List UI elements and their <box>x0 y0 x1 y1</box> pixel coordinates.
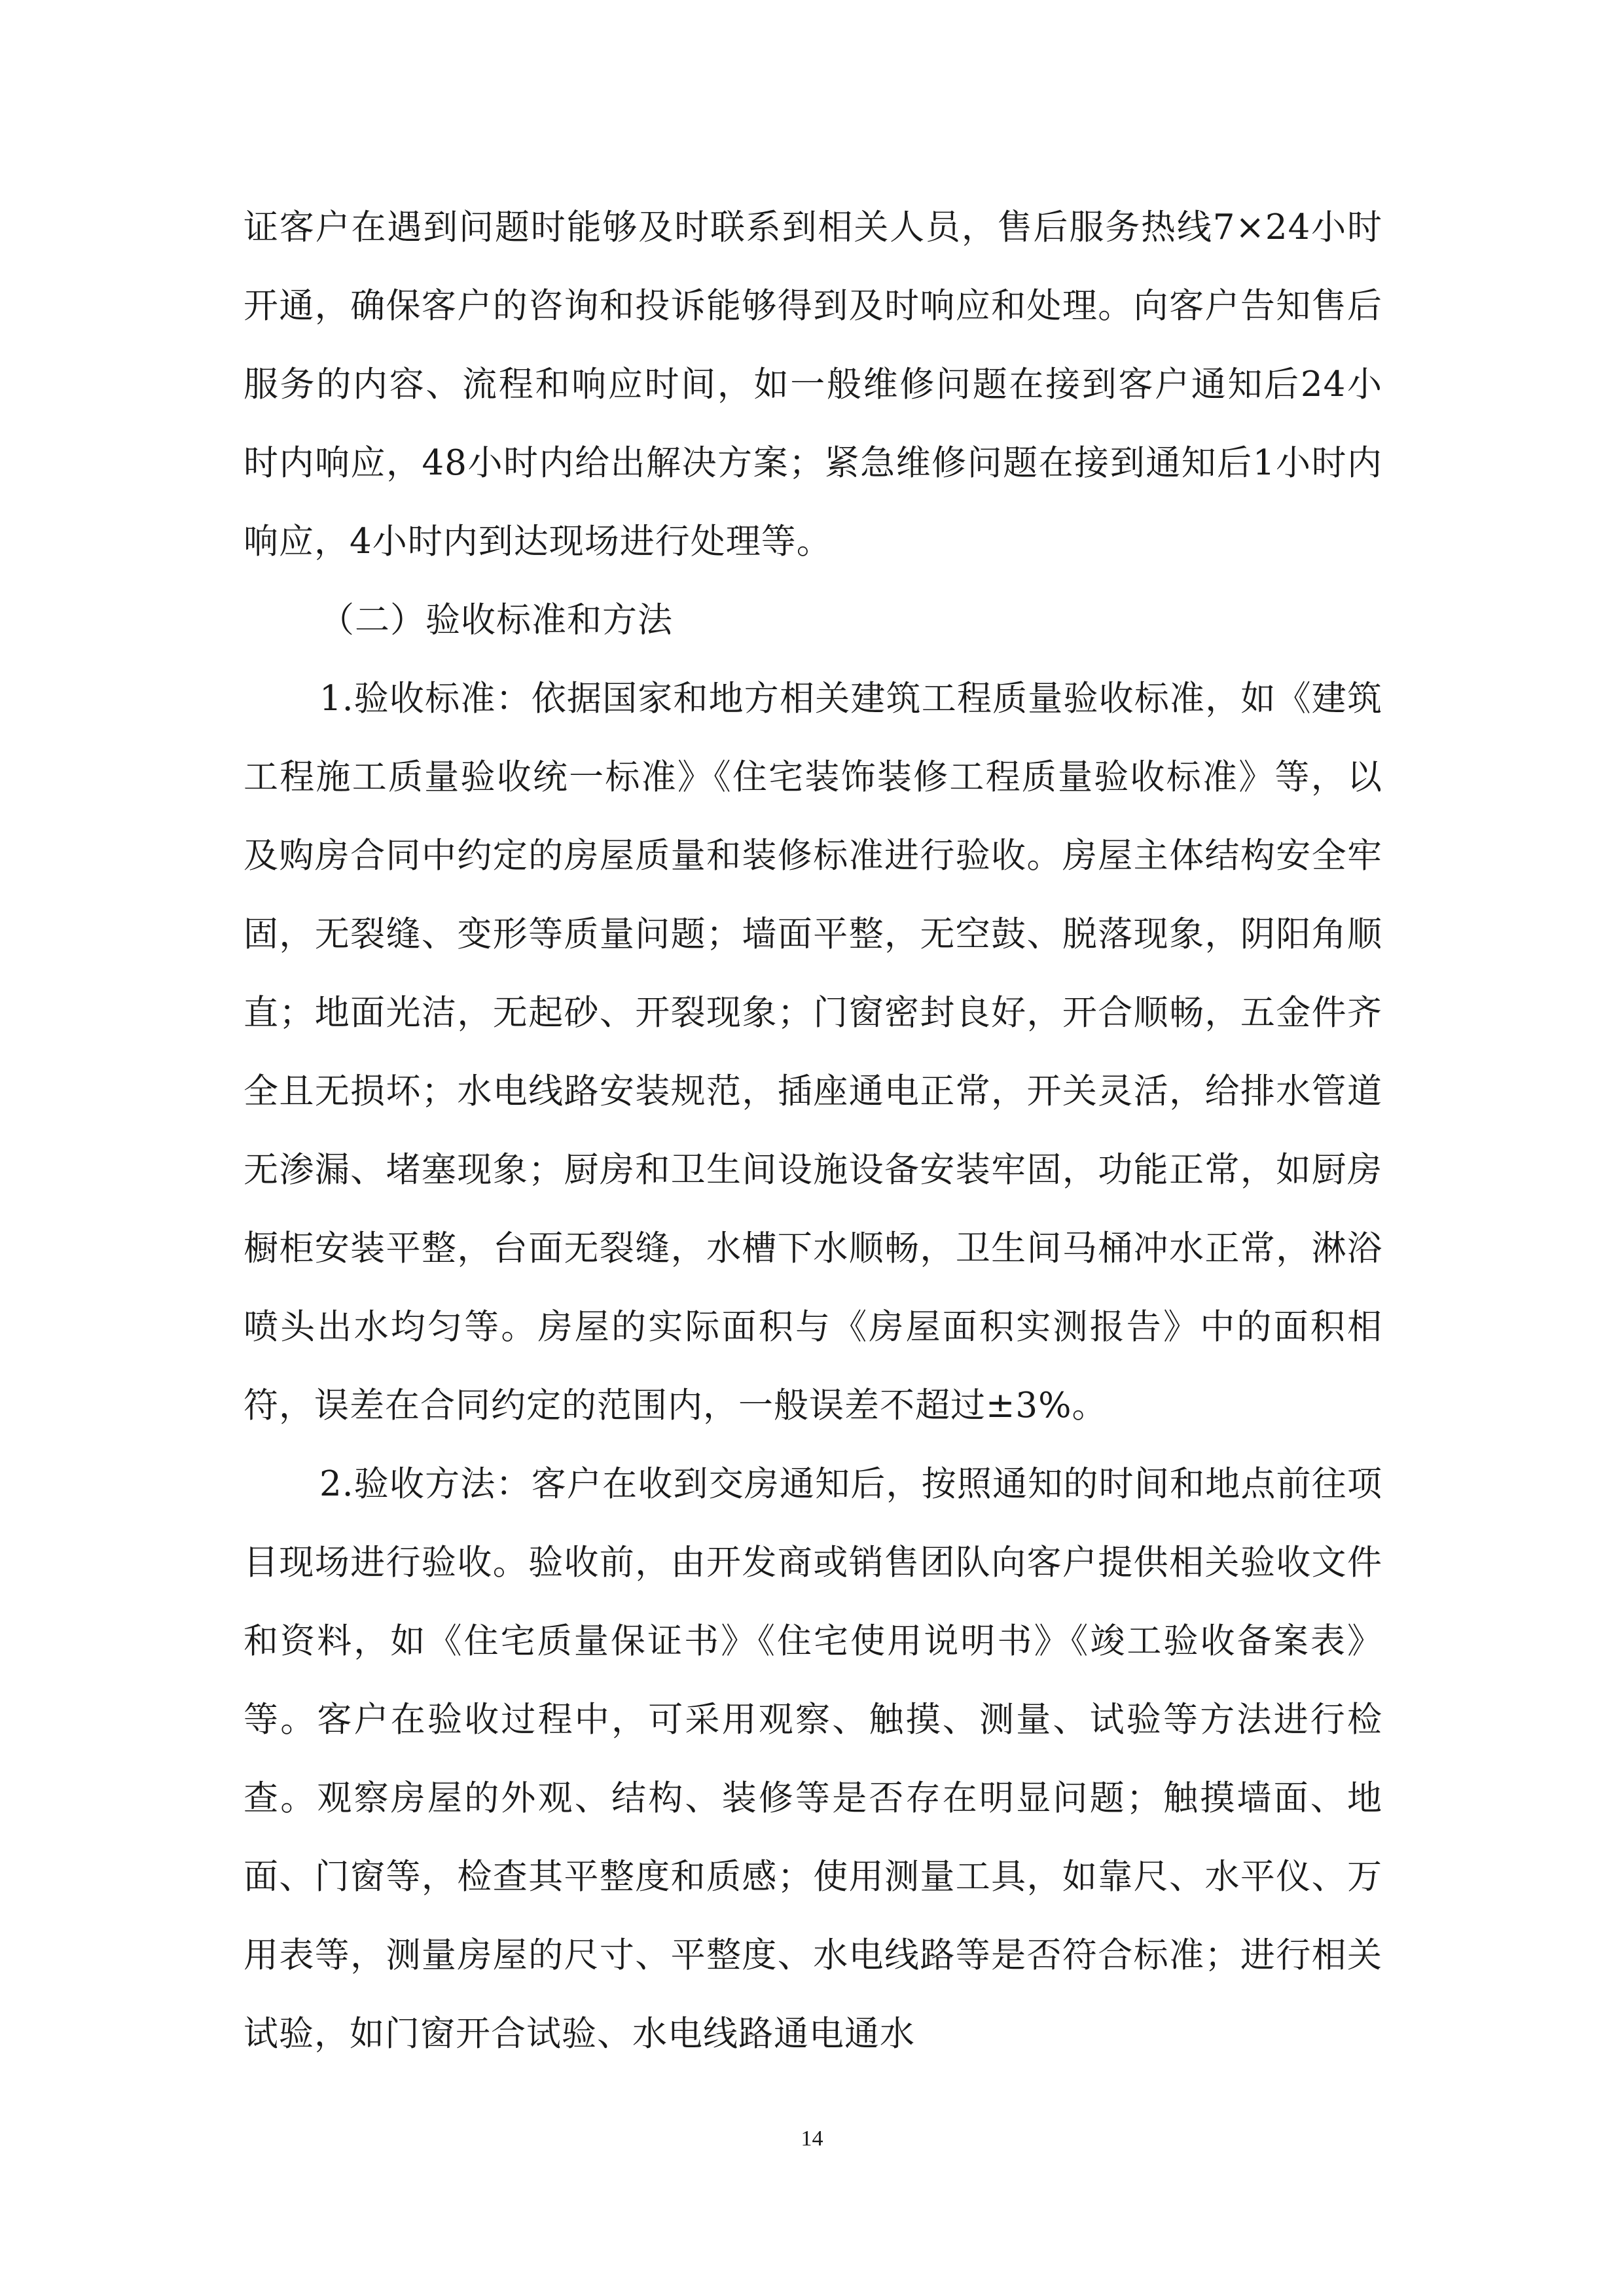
page-number: 14 <box>801 2126 823 2151</box>
paragraph-acceptance-standard: 1.验收标准：依据国家和地方相关建筑工程质量验收标准，如《建筑工程施工质量验收统一标准》《住宅装饰装修工程质量验收标准》等，以及购房合同中约定的房屋质量和装修标准进行验收。房屋主体结构安全牢固，无裂缝、变形等质量问题；墙面平整，无空鼓、脱落现象，阴阳角顺直；地面光洁，无起砂、开裂现象；门窗密封良好，开合顺畅，五金件齐全且无损坏；水电线路安装规范，插座通电正常，开关灵活，给排水管道无渗漏、堵塞现象；厨房和卫生间设施设备安装牢固，功能正常，如厨房橱柜安装平整，台面无裂缝，水槽下水顺畅，卫生间马桶冲水正常，淋浴喷头出水均匀等。房屋的实际面积与《房屋面积实测报告》中的面积相符，误差在合同约定的范围内，一般误差不超过±3%。 <box>244 679 1382 1426</box>
paragraph-continuation: 证客户在遇到问题时能够及时联系到相关人员，售后服务热线7×24小时开通，确保客户的咨询和投诉能够得到及时响应和处理。向客户告知售后服务的内容、流程和响应时间，如一般维修问题在接到客户通知后24小时内响应，48小时内给出解决方案；紧急维修问题在接到通知后1小时内响应，4小时内到达现场进行处理等。 <box>244 207 1382 562</box>
paragraph-acceptance-method: 2.验收方法：客户在收到交房通知后，按照通知的时间和地点前往项目现场进行验收。验收前，由开发商或销售团队向客户提供相关验收文件和资料，如《住宅质量保证书》《住宅使用说明书》《竣工验收备案表》等。客户在验收过程中，可采用观察、触摸、测量、试验等方法进行检查。观察房屋的外观、结构、装修等是否存在明显问题；触摸墙面、地面、门窗等，检查其平整度和质感；使用测量工具，如靠尺、水平仪、万用表等，测量房屋的尺寸、平整度、水电线路等是否符合标准；进行相关试验，如门窗开合试验、水电线路通电通水 <box>244 1464 1382 2054</box>
body-text <box>244 188 1382 2073</box>
section-heading: （二）验收标准和方法 <box>319 600 673 640</box>
